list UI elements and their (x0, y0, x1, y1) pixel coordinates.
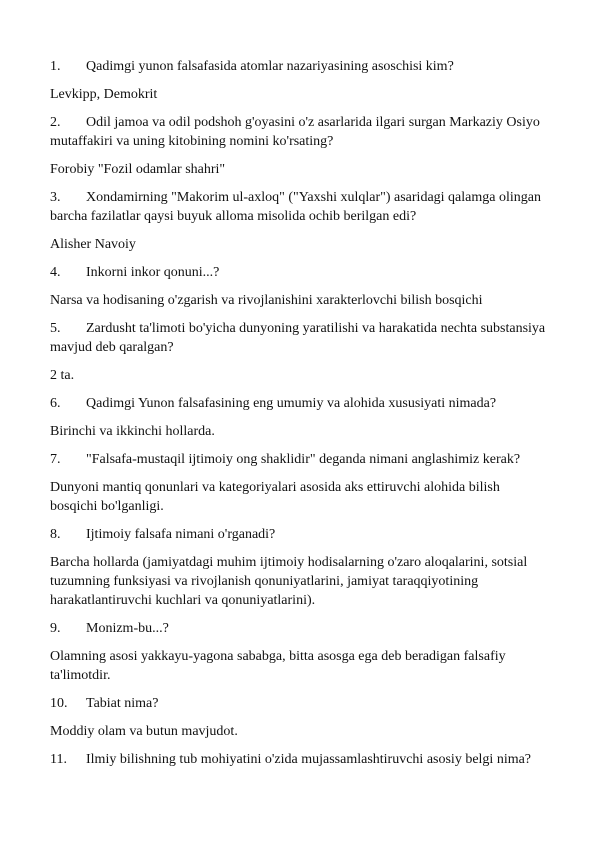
question-text (50, 188, 550, 226)
question-text (50, 450, 550, 469)
question-number: 5. (50, 321, 61, 336)
question-item (50, 750, 550, 769)
question-text (50, 394, 550, 413)
answer-text: Forobiy "Fozil odamlar shahri" (50, 162, 226, 177)
answer-text: Narsa va hodisaning o'zgarish va rivojlanishini xarakterlovchi bilish bosqichi (50, 293, 483, 308)
question-body: Ijtimoiy falsafa nimani o'rganadi? (86, 527, 276, 542)
question-body: Ilmiy bilishning tub mohiyatini o'zida mujassamlashtiruvchi asosiy belgi nima? (86, 752, 532, 767)
question-number: 6. (50, 396, 61, 411)
question-item (50, 319, 550, 385)
question-number: 7. (50, 452, 61, 467)
question-text (50, 619, 550, 638)
question-item (50, 188, 550, 254)
question-item (50, 694, 550, 741)
question-text (50, 750, 550, 769)
question-body: Inkorni inkor qonuni...? (86, 265, 220, 280)
question-text (50, 263, 550, 282)
question-item (50, 57, 550, 104)
question-item (50, 394, 550, 441)
question-body: Qadimgi Yunon falsafasining eng umumiy va alohida xususiyati nimada? (86, 396, 497, 411)
question-body: Qadimgi yunon falsafasida atomlar nazariyasining asoschisi kim? (86, 59, 454, 74)
question-body: Odil jamoa va odil podshoh g'oyasini o'z asarlarida ilgari surgan Markaziy Osiyo mutaffakiri va uning kitobining nomini ko'rsating? (50, 115, 540, 149)
question-text (50, 113, 550, 151)
question-text (50, 57, 550, 76)
question-number: 4. (50, 265, 61, 280)
question-text (50, 525, 550, 544)
question-number: 10. (50, 696, 68, 711)
answer-text: Olamning asosi yakkayu-yagona sababga, bitta asosga ega deb beradigan falsafiy ta'limotdir. (50, 649, 506, 683)
question-number: 11. (50, 752, 67, 767)
question-text (50, 694, 550, 713)
question-text (50, 319, 550, 357)
question-answer-list (50, 57, 550, 769)
answer-text: Barcha hollarda (jamiyatdagi muhim ijtimoiy hodisalarning o'zaro aloqalarini, sotsial tuzumning funksiyasi va rivojlanish qonuniyatlarini, jamiyat taraqqiyotining harakatlantiruvchi kuchlari va qonuniyatlarini). (50, 555, 528, 608)
question-body: Xondamirning "Makorim ul-axloq" ("Yaxshi xulqlar") asaridagi qalamga olingan barcha fazilatlar qaysi buyuk alloma misolida ochib berilgan edi? (50, 190, 541, 224)
question-item (50, 619, 550, 685)
answer-text: Alisher Navoiy (50, 237, 136, 252)
question-body: Monizm-bu...? (86, 621, 169, 636)
answer-text: 2 ta. (50, 368, 75, 383)
question-number: 8. (50, 527, 61, 542)
question-item (50, 113, 550, 179)
question-number: 2. (50, 115, 61, 130)
question-body: Tabiat nima? (86, 696, 159, 711)
question-item (50, 450, 550, 516)
answer-text: Birinchi va ikkinchi hollarda. (50, 424, 215, 439)
question-number: 1. (50, 59, 61, 74)
question-number: 3. (50, 190, 61, 205)
question-number: 9. (50, 621, 61, 636)
answer-text: Dunyoni mantiq qonunlari va kategoriyalari asosida aks ettiruvchi alohida bilish bosqichi bo'lganligi. (50, 480, 500, 514)
question-item (50, 525, 550, 610)
answer-text: Levkipp, Demokrit (50, 87, 158, 102)
question-body: Zardusht ta'limoti bo'yicha dunyoning yaratilishi va harakatida nechta substansiya mavjud deb qaralgan? (50, 321, 546, 355)
answer-text: Moddiy olam va butun mavjudot. (50, 724, 238, 739)
question-item (50, 263, 550, 310)
question-body: "Falsafa-mustaqil ijtimoiy ong shaklidir" deganda nimani anglashimiz kerak? (86, 452, 521, 467)
document-page (50, 57, 550, 778)
